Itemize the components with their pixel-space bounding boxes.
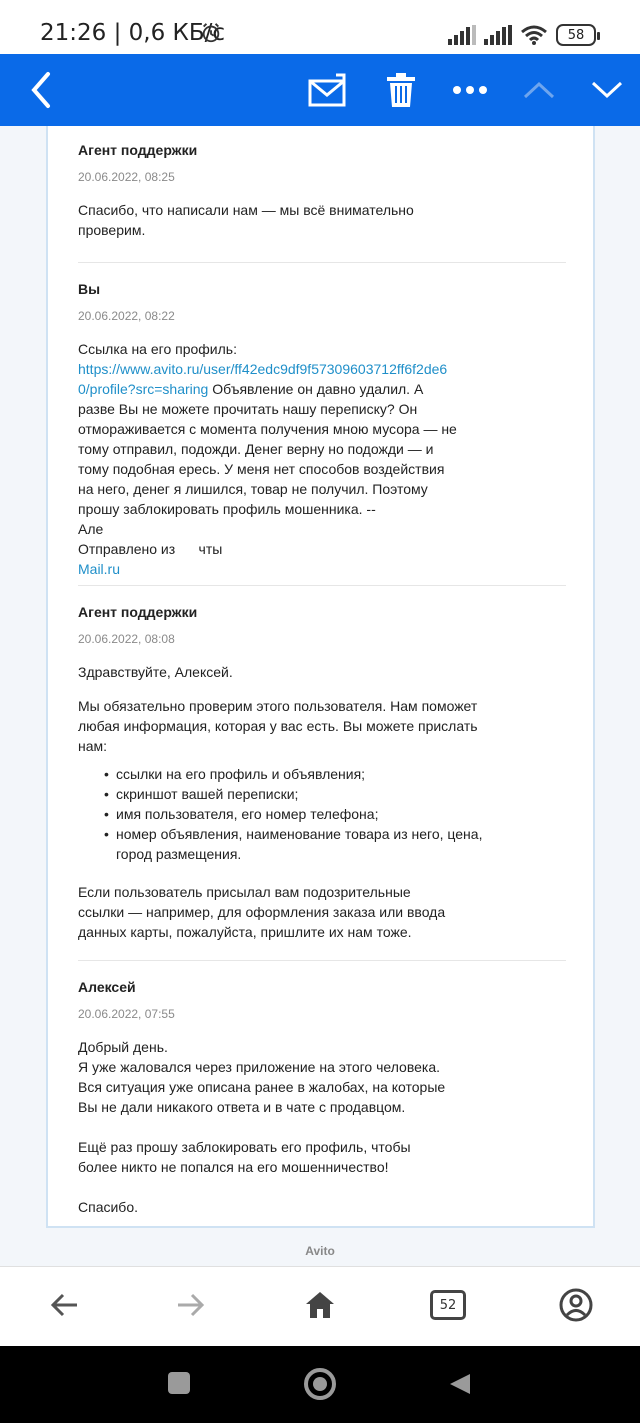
mail-ru-link[interactable]: Mail.ru (78, 561, 121, 577)
list-item: • номер объявления, наименование товара из него, цена, город размещения. (78, 824, 488, 864)
recent-apps-button[interactable] (168, 1372, 190, 1394)
home-system-button[interactable] (304, 1368, 336, 1400)
footer-label: Avito (305, 1244, 335, 1258)
message-author: Вы (78, 281, 101, 297)
back-triangle-icon[interactable] (448, 1372, 472, 1396)
wifi-icon (520, 24, 548, 46)
message-line: Спасибо. (78, 1199, 138, 1215)
system-nav-bar (0, 1346, 640, 1423)
message-item (78, 281, 568, 579)
message-item (78, 142, 568, 254)
greeting: Здравствуйте, Алексей. (78, 664, 233, 680)
browser-profile-button[interactable] (556, 1285, 596, 1325)
message-body (78, 662, 488, 942)
home-icon (304, 1290, 336, 1320)
message-body (78, 200, 568, 240)
status-indicators (448, 22, 596, 48)
message-item (78, 979, 568, 1231)
intro-text: Мы обязательно проверим этого пользователя. Нам поможет любая информация, которая у вас есть. Вы можете прислать нам: (78, 698, 478, 754)
divider (78, 960, 566, 961)
info-list (78, 764, 488, 864)
message-card (46, 126, 595, 1228)
mark-unread-icon (308, 73, 348, 107)
status-bar (0, 0, 640, 54)
message-text-line: Ссылка на его профиль: (78, 341, 237, 357)
message-body (78, 339, 458, 579)
signal-icon (448, 25, 476, 45)
list-item: • имя пользователя, его номер телефона; (78, 804, 488, 824)
more-button[interactable] (448, 68, 492, 112)
profile-icon (559, 1288, 593, 1322)
battery-indicator: 58 (556, 24, 596, 46)
next-message-button[interactable] (585, 68, 629, 112)
divider (78, 262, 566, 263)
divider (78, 585, 566, 586)
status-time: 21:26 | 0,6 КБ/с (40, 20, 226, 46)
message-date: 20.06.2022, 08:08 (78, 632, 175, 646)
browser-home-button[interactable] (300, 1285, 340, 1325)
message-author: Агент поддержки (78, 604, 198, 620)
browser-forward-button[interactable] (171, 1285, 211, 1325)
chevron-left-icon (28, 70, 52, 110)
browser-back-button[interactable] (44, 1285, 84, 1325)
chevron-down-icon (590, 80, 624, 100)
browser-tabs-button[interactable] (428, 1285, 468, 1325)
message-text: Спасибо, что написали нам — мы всё внимательно проверим. (78, 202, 414, 238)
message-author: Агент поддержки (78, 142, 198, 158)
message-item (78, 604, 568, 956)
profile-link[interactable]: https://www.avito.ru/user/ff42edc9df9f57309603712ff6f2de60/profile?src=sharing (78, 361, 448, 397)
list-item: • ссылки на его профиль и объявления; (78, 764, 488, 784)
mark-unread-button[interactable] (306, 68, 350, 112)
more-horizontal-icon (452, 85, 488, 95)
message-author: Алексей (78, 979, 136, 995)
message-text: Объявление он давно удалил. А разве Вы не можете прочитать нашу переписку? Он отмораживается с момента получения мною мусора — не тому отправил, подожди. Денег верну но подожди — и тому подобная ересь. У меня нет способов воздействия на него, денег я лишился, товар не получил. Поэтому прошу заблокировать профиль мошенника. -- (78, 381, 457, 517)
message-date: 20.06.2022, 08:22 (78, 309, 175, 323)
back-button[interactable] (18, 68, 62, 112)
message-line: Вся ситуация уже описана ранее в жалобах, на которые Вы не дали никакого ответа и в чате с продавцом. (78, 1079, 446, 1115)
list-item: • скриншот вашей переписки; (78, 784, 488, 804)
arrow-left-icon (49, 1292, 79, 1318)
email-thread (0, 126, 640, 1266)
outro-text: Если пользователь присылал вам подозрительные ссылки — например, для оформления заказа или ввода данных карты, пожалуйста, пришлите их нам тоже. (78, 884, 446, 940)
chevron-up-icon (522, 80, 556, 100)
delete-button[interactable] (379, 68, 423, 112)
message-date: 20.06.2022, 08:25 (78, 170, 175, 184)
signal-icon-2 (484, 25, 512, 45)
home-dot-icon (313, 1377, 327, 1391)
trash-icon (386, 73, 416, 107)
message-line: Добрый день. (78, 1039, 168, 1055)
signature-name: Але (78, 521, 104, 537)
message-date: 20.06.2022, 07:55 (78, 1007, 175, 1021)
tabs-icon: 52 (430, 1290, 466, 1320)
arrow-right-icon (176, 1292, 206, 1318)
browser-nav-bar (0, 1266, 640, 1346)
signature-sent-from: Отправлено из чты (78, 541, 223, 557)
mail-toolbar (0, 54, 640, 126)
message-line: Я уже жаловался через приложение на этого человека. (78, 1059, 441, 1075)
previous-message-button[interactable] (517, 68, 561, 112)
message-body (78, 1037, 453, 1217)
alarm-icon (200, 22, 222, 44)
message-line: Ещё раз прошу заблокировать его профиль, чтобы более никто не попался на его мошенничество! (78, 1139, 411, 1175)
